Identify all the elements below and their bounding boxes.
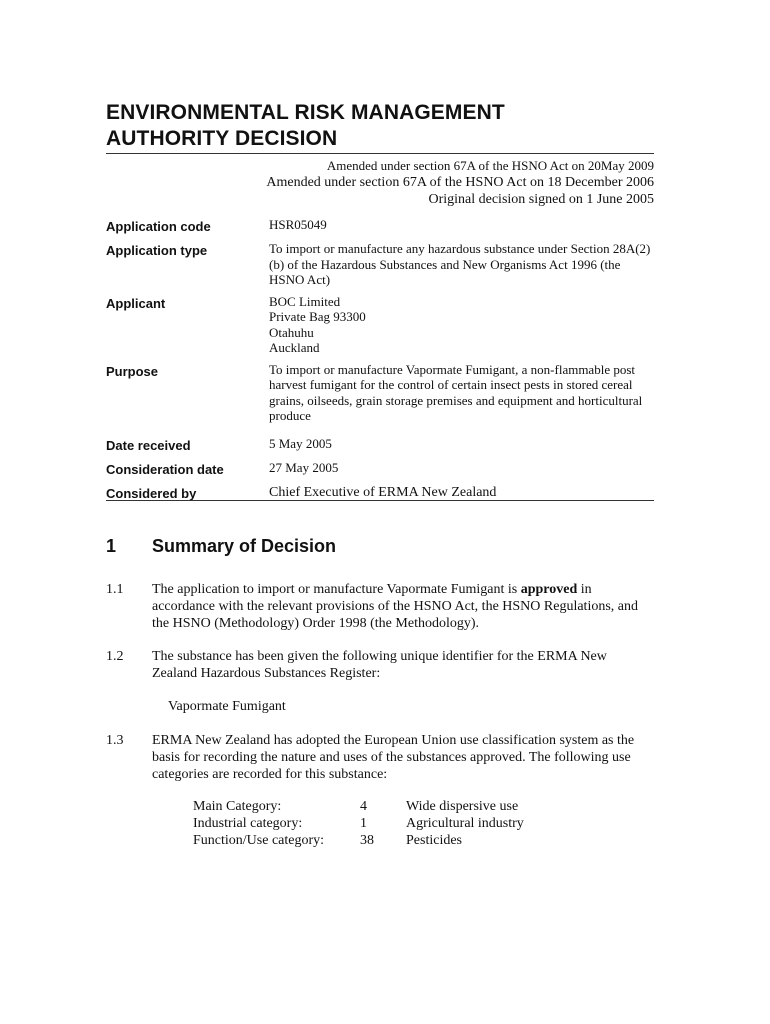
- detail-label: Date received: [106, 437, 191, 453]
- category-label: Main Category:: [193, 799, 282, 814]
- section-heading: [106, 535, 336, 557]
- section-title: Summary of Decision: [152, 536, 337, 556]
- detail-label: Purpose: [106, 363, 159, 379]
- detail-row-consideration-date: [106, 460, 654, 478]
- paragraph-text: The substance has been given the following unique identifier for the ERMA New Zealand Hazardous Substances Register:: [152, 649, 607, 681]
- category-label: Function/Use category:: [193, 833, 325, 848]
- unique-identifier: Vapormate Fumigant: [168, 699, 286, 714]
- decision-header: [106, 100, 654, 508]
- document-title: [106, 100, 654, 152]
- applicant-line: BOC Limited: [269, 293, 341, 309]
- paragraph-text-part: in accordance with the relevant provisions of the HSNO Act, the HSNO Regulations, and the HSNO (Methodology) Order 1998 (the Methodology).: [152, 582, 639, 631]
- date-received: 5 May 2005: [269, 435, 332, 451]
- applicant-line: Auckland: [269, 340, 320, 355]
- detail-label: Considered by: [106, 485, 197, 501]
- category-code: 38: [360, 833, 374, 848]
- paragraph-1-2: [106, 648, 654, 682]
- amendment-2009: Amended under section 67A of the HSNO Act on 20May 2009: [326, 158, 654, 173]
- detail-row-purpose: [106, 362, 654, 424]
- title-line-1: ENVIRONMENTAL RISK MANAGEMENT: [106, 101, 505, 124]
- paragraph-1-3: [106, 732, 654, 783]
- detail-row-application-type: [106, 241, 654, 288]
- considered-by: Chief Executive of ERMA New Zealand: [269, 484, 497, 500]
- original-decision-date: Original decision signed on 1 June 2005: [428, 192, 654, 207]
- detail-label: Application type: [106, 243, 208, 258]
- category-row: [193, 815, 524, 832]
- detail-label: Consideration date: [106, 461, 224, 477]
- paragraph-number: 1.3: [106, 733, 124, 748]
- detail-label: Applicant: [106, 295, 166, 311]
- consideration-date: 27 May 2005: [269, 459, 339, 475]
- category-code: 1: [360, 816, 367, 831]
- section-number: 1: [106, 536, 117, 556]
- application-details: [106, 217, 654, 502]
- approved-emphasis: approved: [520, 582, 578, 597]
- amendment-2006: Amended under section 67A of the HSNO Act on 18 December 2006: [266, 175, 654, 190]
- applicant-line: Private Bag 93300: [269, 309, 366, 324]
- title-rule: [106, 153, 654, 154]
- applicant-address: [269, 294, 654, 356]
- purpose: To import or manufacture Vapormate Fumigant, a non-flammable post harvest fumigant for the control of certain insect pests in stored cereal grains, oilseeds, grain storage premises and equipment and horticultural produce: [269, 361, 643, 423]
- paragraph-text: ERMA New Zealand has adopted the European Union use classification system as the basis for recording the nature and uses of the substances approved. The following use categories are recorded for this substance:: [152, 733, 635, 782]
- use-categories-table: [193, 798, 524, 849]
- paragraph-1-1: [106, 581, 654, 632]
- paragraph-text-part: The application to import or manufacture Vapormate Fumigant is: [152, 582, 521, 597]
- application-type: To import or manufacture any hazardous substance under Section 28A(2)(b) of the Hazardous Substances and New Organisms Act 1996 (the HSNO Act): [269, 241, 651, 287]
- paragraph-text: [152, 581, 654, 632]
- detail-row-date-received: [106, 436, 654, 454]
- category-description: Wide dispersive use: [406, 799, 519, 814]
- application-code: HSR05049: [269, 217, 327, 232]
- applicant-line: Otahuhu: [269, 324, 314, 340]
- category-description: Agricultural industry: [406, 816, 524, 831]
- paragraph-number: 1.2: [106, 649, 124, 664]
- detail-label: Application code: [106, 219, 211, 234]
- category-description: Pesticides: [406, 833, 462, 848]
- detail-row-considered-by: [106, 484, 654, 502]
- category-code: 4: [360, 799, 367, 814]
- title-line-2: AUTHORITY DECISION: [106, 127, 338, 150]
- section-divider: [106, 500, 654, 501]
- detail-row-applicant: [106, 294, 654, 356]
- paragraph-number: 1.1: [106, 582, 124, 597]
- category-label: Industrial category:: [193, 816, 303, 831]
- category-row: [193, 798, 524, 815]
- category-row: [193, 832, 524, 849]
- detail-row-application-code: [106, 217, 654, 235]
